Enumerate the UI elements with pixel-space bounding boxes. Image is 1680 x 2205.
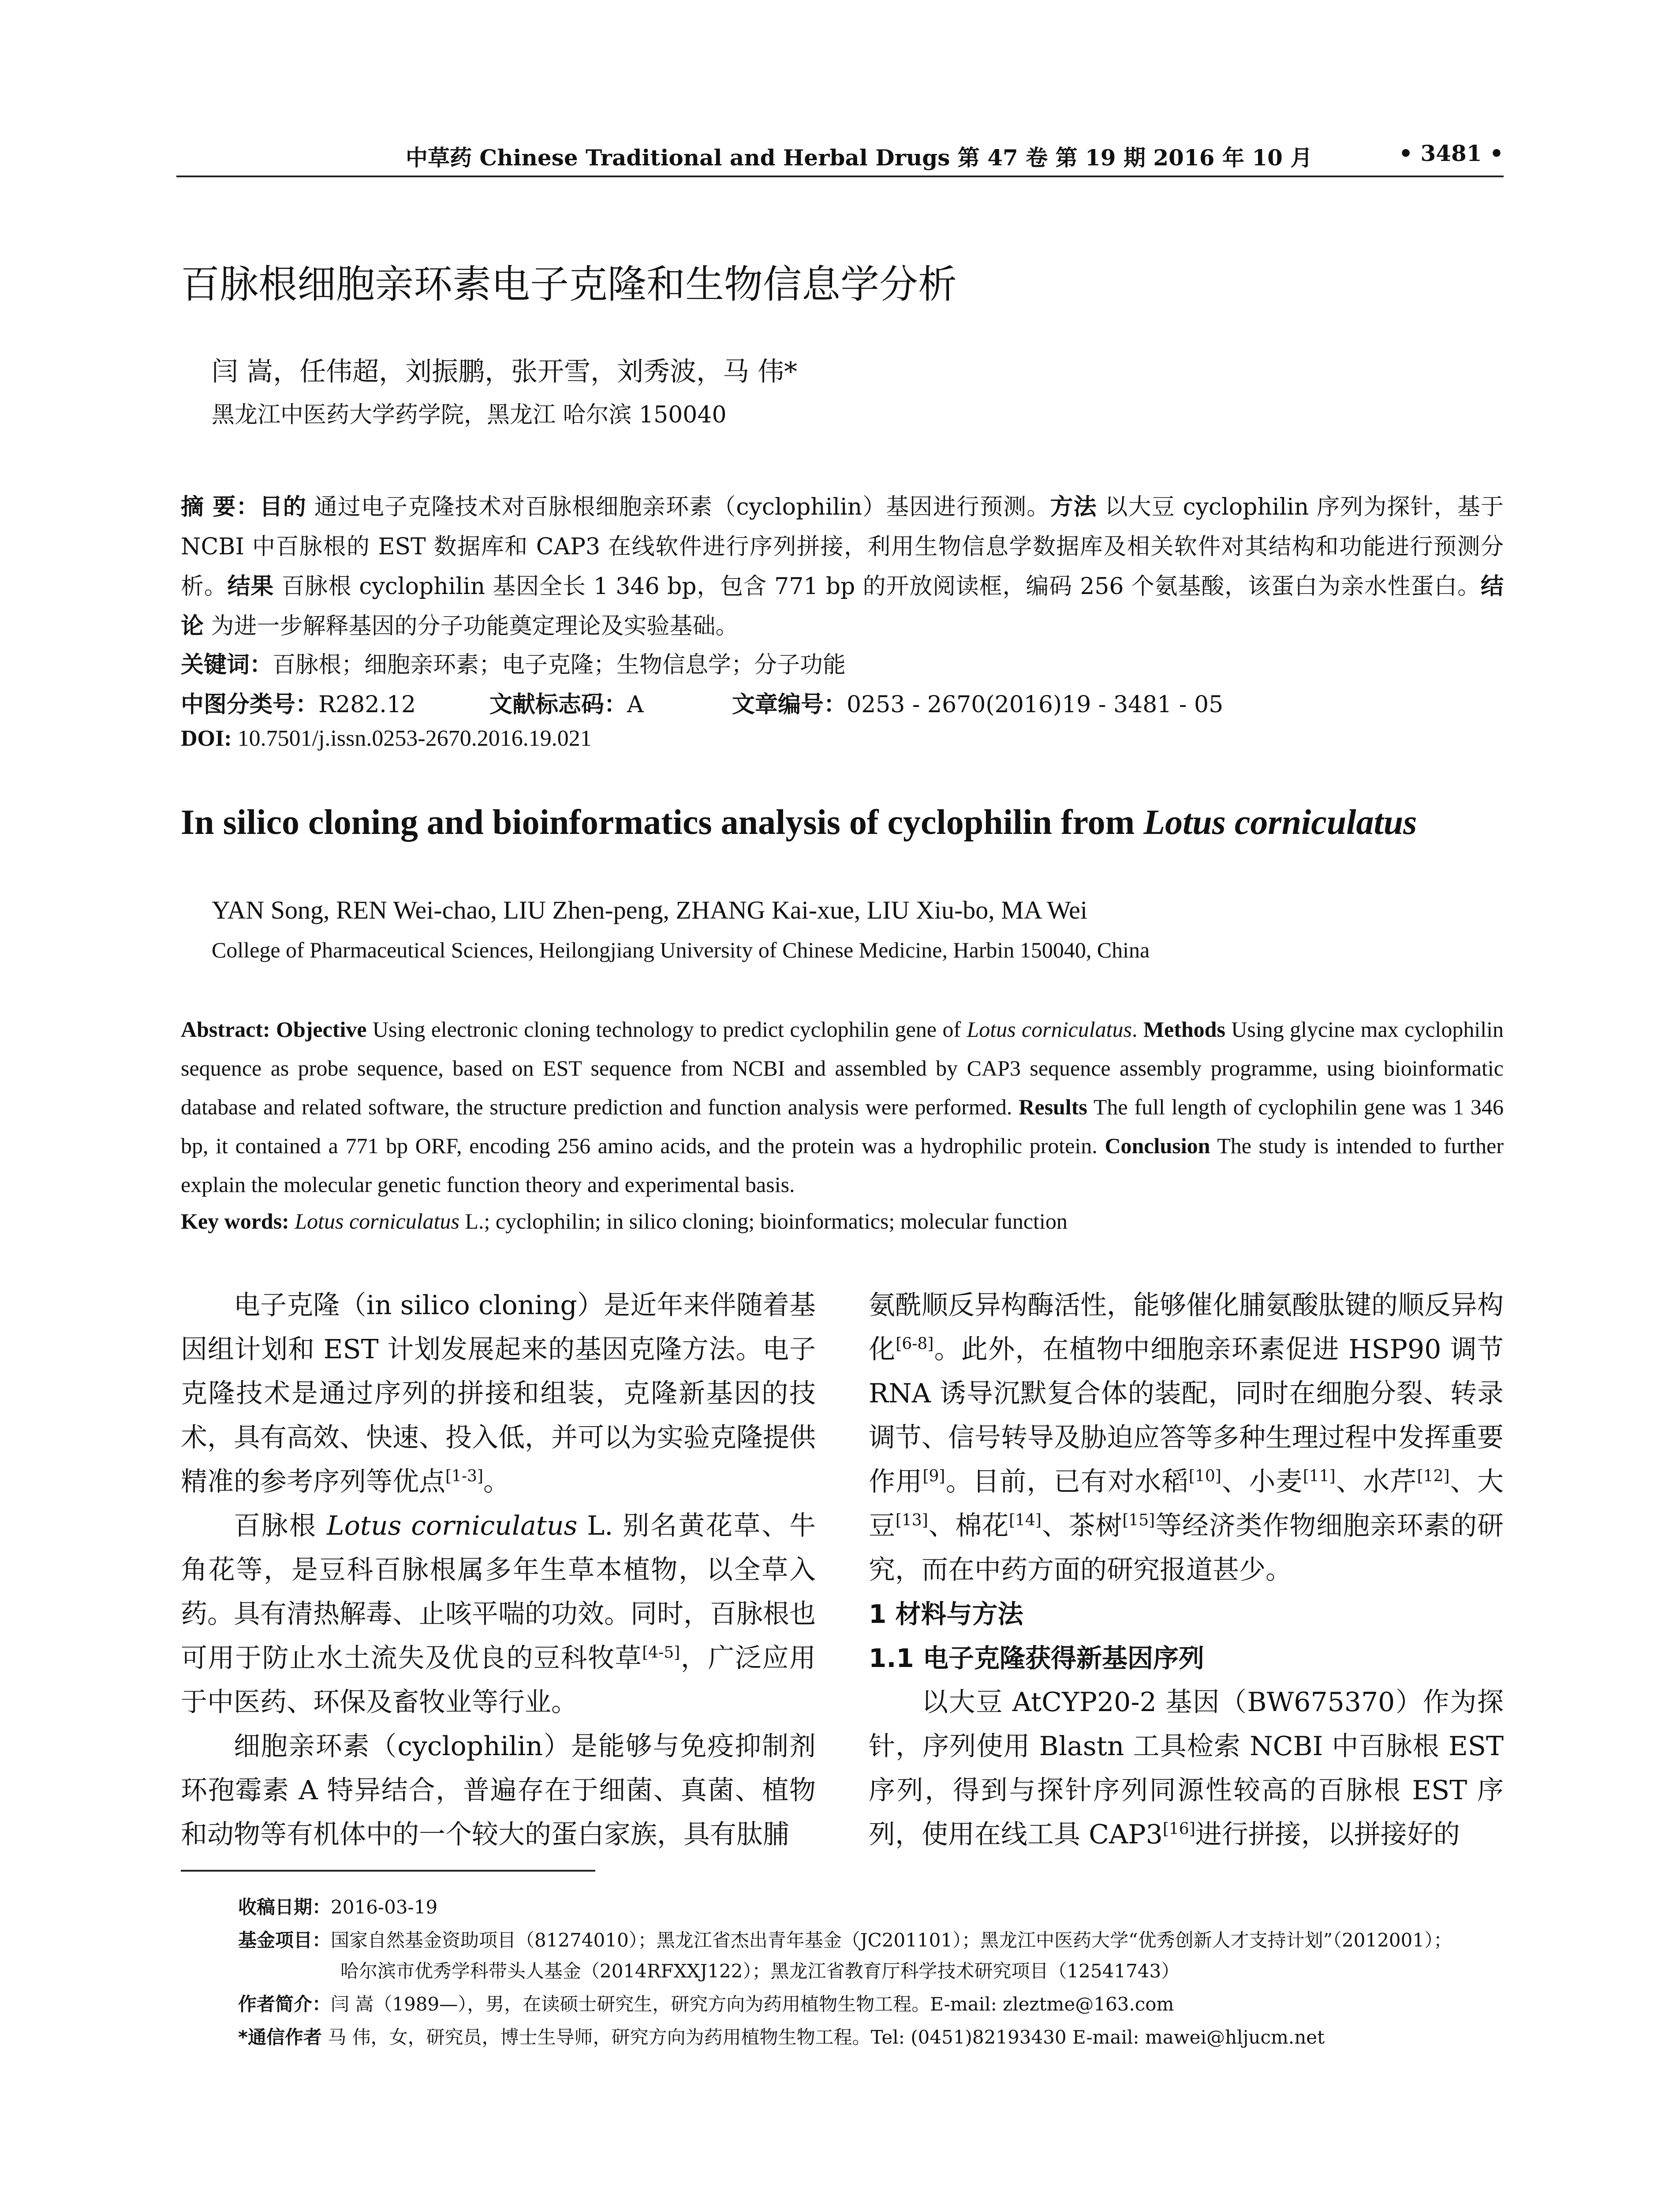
received-label: 收稿日期： [238,1896,331,1918]
citation-10: [10] [1188,1467,1221,1485]
cn-results-label: 结果 [227,573,274,600]
cn-abstract-label: 摘 要： [181,494,260,520]
en-conclusion-label: Conclusion [1105,1133,1210,1158]
corr-label: *通信作者 [238,2026,322,2048]
author-label: 作者简介： [238,1993,331,2015]
journal-header: 中草药 Chinese Traditional and Herbal Drugs 第 47 卷 第 19 期 2016 年 10 月 [406,145,1313,171]
en-authors: YAN Song, REN Wei-chao, LIU Zhen-peng, ZHANG Kai-xue, LIU Xiu-bo, MA Wei [212,896,1087,924]
body-left-column [181,1283,816,1857]
p4-text-a: 氨酰顺反异构酶活性，能够催化脯氨酸肽键的顺反异构化 [869,1290,1504,1365]
p4-text-i: 等经济类作物细胞亲环素的研究，而在中药方面的研究报道甚少。 [869,1510,1504,1585]
p5-text-b: 进行拼接，以拼接好的 [1195,1819,1460,1850]
p2-text-c: ，广泛应用于中医药、环保及畜牧业等行业。 [181,1643,816,1718]
en-objective-a: Using electronic cloning technology to predict cyclophilin gene of [372,1017,967,1042]
en-title [181,803,1417,843]
p4-text-d: 、小麦 [1221,1466,1303,1497]
cn-objective: 通过电子克隆技术对百脉根细胞亲环素（cyclophilin）基因进行预测。 [314,494,1050,520]
doi-line [181,725,592,751]
body-paragraph-4 [869,1283,1504,1592]
cn-affiliation: 黑龙江中医药大学药学院，黑龙江 哈尔滨 150040 [212,402,727,428]
p4-text-h: 、茶树 [1041,1510,1123,1541]
en-affiliation: College of Pharmaceutical Sciences, Heilongjiang University of Chinese Medicine, Harbin 150040, China [212,938,1150,962]
doccode-value: A [627,691,644,718]
p2-text-b: L. 别名黄花草、牛角花等，是豆科百脉根属多年生草本植物，以全草入药。具有清热解毒、止咳平喘的功效。同时，百脉根也可用于防止水土流失及优良的豆科牧草 [181,1510,816,1674]
citation-12: [12] [1417,1467,1450,1485]
articleno-value: 0253 - 2670(2016)19 - 3481 - 05 [847,691,1224,718]
footnote-author [238,1991,1504,2018]
clc-value: R282.12 [318,691,416,718]
doccode-label: 文献标志码： [489,691,627,718]
cn-methods-label: 方法 [1050,494,1097,520]
en-title-main: In silico cloning and bioinformatics analysis of cyclophilin from [181,803,1144,842]
en-keywords-label: Key words: [181,1209,289,1233]
en-title-species: Lotus corniculatus [1143,803,1417,842]
citation-11: [11] [1303,1467,1336,1485]
cn-results: 百脉根 cyclophilin 基因全长 1 346 bp，包含 771 bp 的开放阅读框，编码 256 个氨基酸，该蛋白为亲水性蛋白。 [281,573,1481,600]
citation-4-5: [4-5] [642,1644,680,1662]
cn-abstract [181,487,1504,646]
fund-line-1: 国家自然基金资助项目（81274010）；黑龙江省杰出青年基金（JC201101）；黑龙江中医药大学“优秀创新人才支持计划”（2012001）； [331,1929,1452,1951]
en-keywords-rest: L.; cyclophilin; in silico cloning; bioinformatics; molecular function [459,1209,1068,1233]
en-objective-species: Lotus corniculatus [967,1017,1132,1042]
cn-keywords-line [181,646,846,679]
en-results: The full length of cyclophilin gene was 1 346 bp, it contained a 771 bp ORF, encoding 256 amino acids, and the protein was a hydrophilic protein. [181,1095,1504,1158]
articleno-label: 文章编号： [732,691,847,718]
doi-value: 10.7501/j.issn.0253-2670.2016.19.021 [237,726,592,751]
p4-text-c: 。目前，已有对水稻 [945,1466,1189,1497]
en-abstract [181,1010,1504,1204]
p4-text-e: 、水芹 [1335,1466,1417,1497]
fund-label: 基金项目： [238,1929,331,1951]
cn-conclusion-label: 结论 [181,573,1504,639]
p4-text-g: 、棉花 [928,1510,1009,1541]
body-right-column [869,1283,1504,1857]
header-rule [176,176,1504,177]
cn-keywords-label: 关键词： [181,652,273,678]
doccode-group [489,686,644,719]
en-keywords [181,1208,1068,1234]
articleno-group [732,686,1223,719]
doi-label: DOI: [181,726,232,751]
section-heading-1: 1 材料与方法 [869,1599,1023,1629]
en-objective-b: . [1131,1017,1138,1042]
body-paragraph-1 [181,1283,816,1504]
en-abstract-label: Abstract: Objective [181,1017,367,1042]
body-paragraph-5 [869,1680,1504,1857]
footnote-rule [181,1870,595,1872]
footnote-fund-cont: 哈尔滨市优秀学科带头人基金（2014RFXXJ122）；黑龙江省教育厅科学技术研究项目（12541743） [340,1960,1180,1982]
running-header [176,140,1504,180]
p4-text-b: 。此外，在植物中细胞亲环素促进 HSP90 调节 RNA 诱导沉默复合体的装配，同时在细胞分裂、转录调节、信号转导及胁迫应答等多种生理过程中发挥重要作用 [869,1334,1504,1497]
p2-text-a: 百脉根 [234,1510,327,1541]
citation-13: [13] [895,1511,928,1529]
body-paragraph-3: 细胞亲环素（cyclophilin）是能够与免疫抑制剂环孢霉素 A 特异结合，普遍存在于细菌、真菌、植物和动物等有机体中的一个较大的蛋白家族，具有肽脯 [181,1731,816,1850]
received-date: 2016-03-19 [331,1896,438,1918]
p5-text-a: 以大豆 AtCYP20-2 基因（BW675370）作为探针，序列使用 Blastn 工具检索 NCBI 中百脉根 EST 序列，得到与探针序列同源性较高的百脉根 EST 序列，使用在线工具 CAP3 [869,1687,1504,1850]
p2-species: Lotus corniculatus [326,1510,578,1541]
cn-classification-line [181,686,1504,719]
en-results-label: Results [1019,1095,1087,1119]
cn-authors: 闫 嵩，任伟超，刘振鹏，张开雪，刘秀波，马 伟* [212,356,798,387]
footnote-received [238,1894,1504,1921]
en-methods-label: Methods [1143,1017,1225,1042]
cn-keywords: 百脉根；细胞亲环素；电子克隆；生物信息学；分子功能 [273,652,846,678]
section-heading-1-1: 1.1 电子克隆获得新基因序列 [869,1643,1204,1673]
p1-end: 。 [483,1466,510,1497]
en-keywords-species: Lotus corniculatus [295,1209,459,1233]
clc-label: 中图分类号： [181,691,319,718]
citation-15: [15] [1122,1511,1155,1529]
citation-16: [16] [1162,1820,1195,1838]
p1-text: 电子克隆（in silico cloning）是近年来伴随着基因组计划和 EST 计划发展起来的基因克隆方法。电子克隆技术是通过序列的拼接和组装，克隆新基因的技术，具有高效、快速、投入低，并可以为实验克隆提供精准的参考序列等优点 [181,1290,816,1497]
cn-objective-label: 目的 [259,494,307,520]
citation-1-3: [1-3] [445,1467,484,1485]
citation-14: [14] [1009,1511,1042,1529]
body-paragraph-2 [181,1504,816,1724]
page-number: • 3481 • [1399,140,1504,166]
citation-9: [9] [922,1467,945,1485]
footnote-fund [238,1927,1504,1954]
en-methods: Using glycine max cyclophilin sequence as probe sequence, based on EST sequence from NCBI and assembled by CAP3 sequence assembly programme, using bioinformatic database and related software, the structure prediction and function analysis were performed. [181,1017,1504,1119]
p4-text-f: 、大豆 [869,1466,1504,1541]
footnote-corresponding [238,2024,1504,2051]
cn-conclusion: 为进一步解释基因的分子功能奠定理论及实验基础。 [211,613,739,639]
corr-info: 马 伟，女，研究员，博士生导师，研究方向为药用植物生物工程。Tel: (0451)82193430 E-mail: mawei@hljucm.net [328,2026,1325,2048]
en-conclusion: The study is intended to further explain the molecular genetic function theory and experimental basis. [181,1133,1504,1197]
citation-6-8: [6-8] [896,1335,934,1353]
cn-title: 百脉根细胞亲环素电子克隆和生物信息学分析 [181,262,957,307]
author-info: 闫 嵩（1989—），男，在读硕士研究生，研究方向为药用植物生物工程。E-mail: zleztme@163.com [331,1993,1174,2015]
cn-methods: 以大豆 cyclophilin 序列为探针，基于 NCBI 中百脉根的 EST 数据库和 CAP3 在线软件进行序列拼接，利用生物信息学数据库及相关软件对其结构和功能进行预测分析。 [181,494,1504,600]
